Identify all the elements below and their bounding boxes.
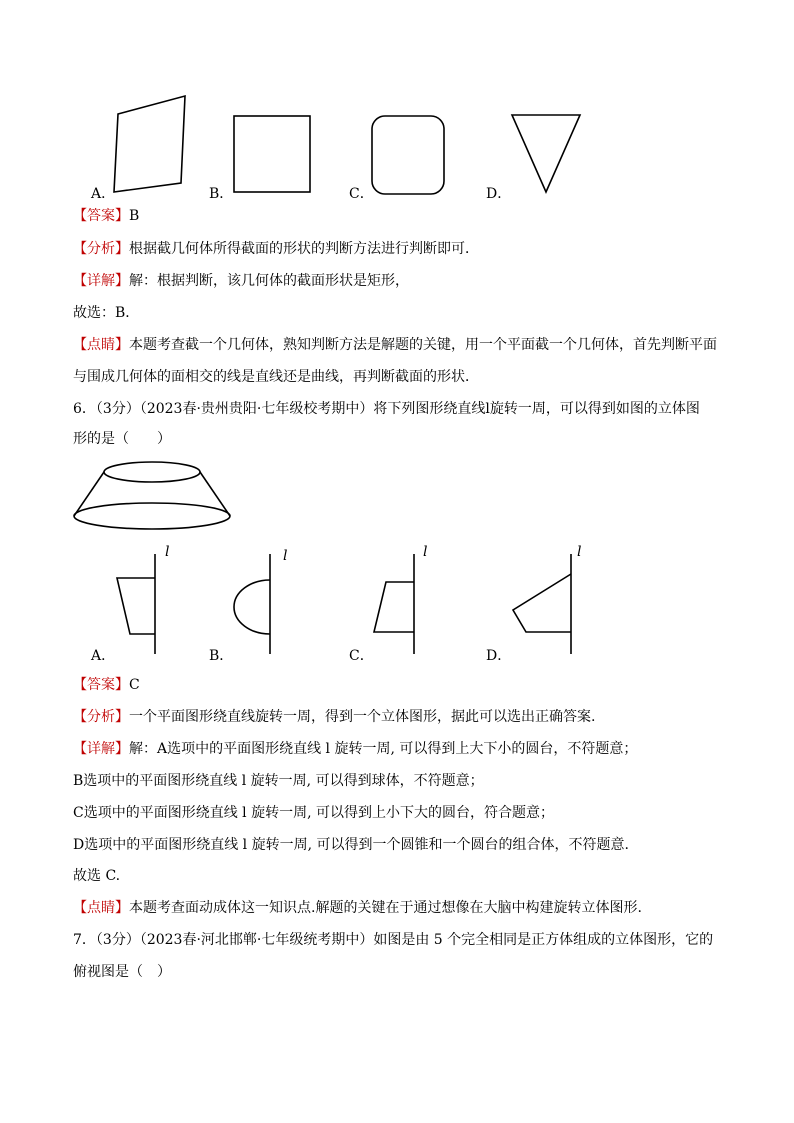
answer-value: B [129, 208, 140, 224]
detail-text: 解：A选项中的平面图形绕直线 l 旋转一周, 可以得到上大下小的圆台，不符题意； [129, 741, 638, 757]
answer-tag: 【答案】 [73, 208, 129, 224]
detail-text: 解：根据判断，该几何体的截面形状是矩形， [129, 273, 409, 289]
q6-stem: 6．（3分）（2023春·贵州贵阳·七年级校考期中）将下列图形绕直线l旋转一周，可以得到如图的立体图 [73, 401, 700, 417]
q5-option-a-label: A． [91, 186, 116, 202]
q5-option-c-label: C． [349, 186, 374, 202]
q6-option-a-figure [110, 548, 170, 658]
q5-option-d-triangle [508, 110, 586, 198]
answer-value: C [129, 677, 140, 693]
q5-option-c-rounded-square [368, 112, 450, 198]
q6-option-a-axis-label: l [165, 544, 170, 560]
q6-choose: 故选 C. [73, 868, 121, 884]
q6-stem-cont: 形的是（ ） [73, 431, 171, 447]
q5-comment [73, 336, 717, 354]
q6-option-b-axis-label: l [283, 548, 288, 564]
q5-analysis [73, 240, 479, 258]
q6-detail-c: C选项中的平面图形绕直线 l 旋转一周, 可以得到上小下大的圆台，符合题意； [73, 805, 554, 821]
q6-option-b-figure [226, 548, 286, 658]
q6-option-d-label: D． [486, 648, 512, 664]
q6-option-c-label: C． [349, 648, 374, 664]
q5-option-d-label: D． [486, 186, 512, 202]
q5-option-a-parallelogram [110, 92, 190, 196]
q6-option-c-figure [364, 548, 424, 658]
q6-option-c-axis-label: l [423, 544, 428, 560]
q6-option-a-label: A． [91, 648, 116, 664]
comment-text: 本题考查截一个几何体，熟知判断方法是解题的关键，用一个平面截一个几何体，首先判断平面 [129, 337, 717, 353]
analysis-text: 一个平面图形绕直线旋转一周，得到一个立体图形，据此可以选出正确答案. [129, 709, 596, 725]
q6-detail-b: B选项中的平面图形绕直线 l 旋转一周, 可以得到球体，不符题意； [73, 773, 484, 789]
q7-stem: 7．（3分）（2023春·河北邯郸·七年级统考期中）如图是由 5 个完全相同是正方体组成的立体图形，它的 [73, 932, 714, 948]
analysis-tag: 【分析】 [73, 241, 129, 257]
q5-answer [73, 207, 139, 225]
q6-option-b-label: B． [209, 648, 234, 664]
q5-option-b-label: B． [209, 186, 234, 202]
q5-detail [73, 272, 409, 290]
q6-option-d-figure [506, 548, 576, 658]
q6-detail-a [73, 740, 637, 758]
q6-answer [73, 676, 140, 694]
answer-tag: 【答案】 [73, 677, 129, 693]
q6-frustum-figure [70, 458, 240, 534]
q6-detail-d: D选项中的平面图形绕直线 l 旋转一周, 可以得到一个圆锥和一个圆台的组合体，不符题意. [73, 837, 629, 853]
q6-option-d-axis-label: l [577, 544, 582, 560]
q5-comment-cont: 与围成几何体的面相交的线是直线还是曲线，再判断截面的形状． [73, 369, 479, 385]
q7-stem-cont: 俯视图是（ ） [73, 964, 171, 980]
q6-comment [73, 899, 642, 917]
q6-analysis [73, 708, 595, 726]
detail-tag: 【详解】 [73, 741, 129, 757]
comment-text: 本题考查面动成体这一知识点.解题的关键在于通过想像在大脑中构建旋转立体图形. [129, 900, 642, 916]
q5-option-b-square [230, 112, 316, 196]
analysis-tag: 【分析】 [73, 709, 129, 725]
comment-tag: 【点睛】 [73, 337, 129, 353]
analysis-text: 根据截几何体所得截面的形状的判断方法进行判断即可． [129, 241, 479, 257]
q5-choose: 故选：B． [73, 305, 140, 321]
detail-tag: 【详解】 [73, 273, 129, 289]
comment-tag: 【点睛】 [73, 900, 129, 916]
